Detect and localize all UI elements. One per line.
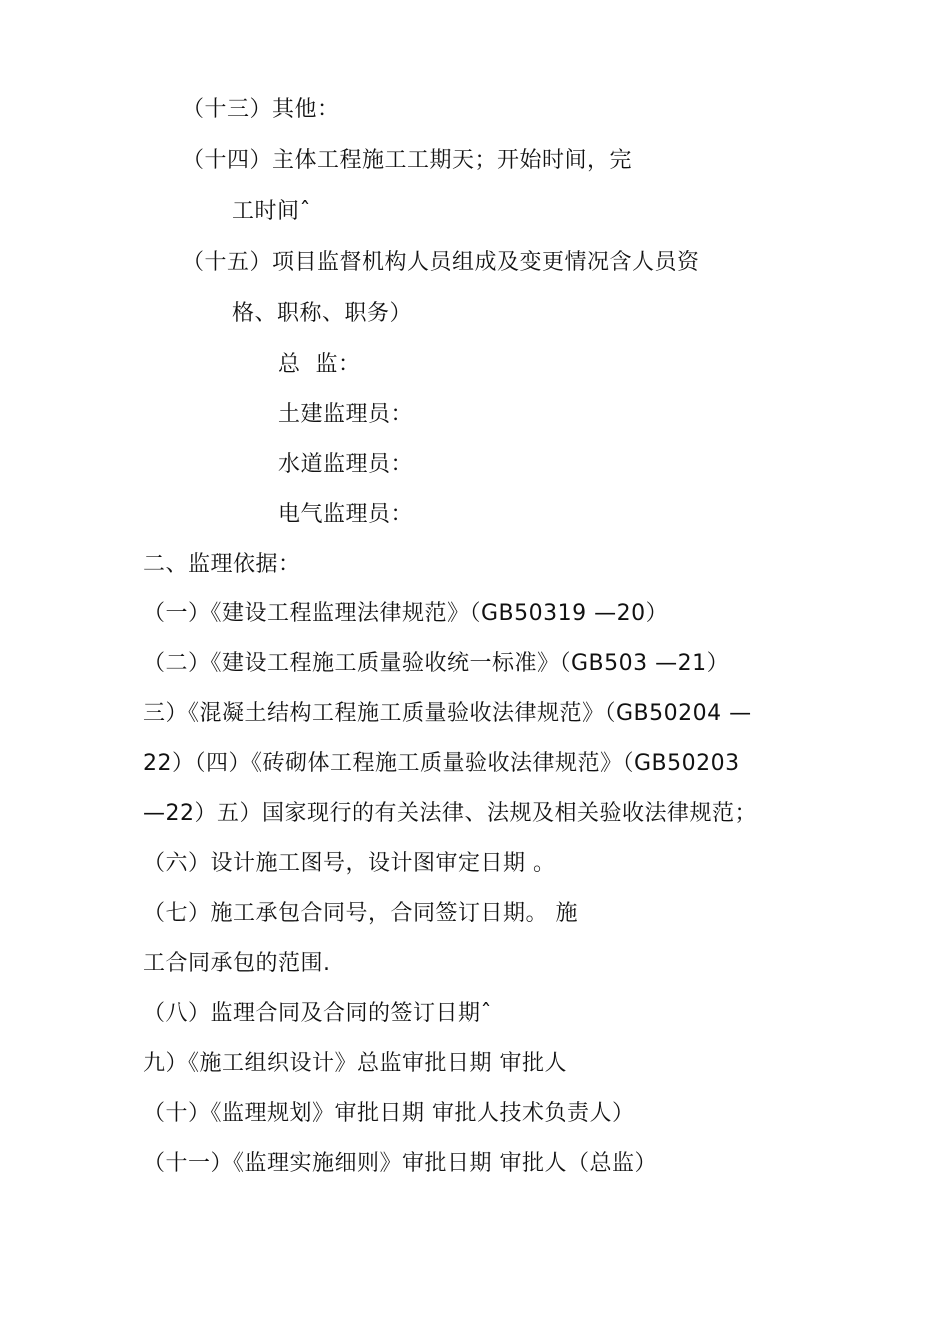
item-14-schedule: （十四）主体工程施工工期天；开始时间，完 [182,148,633,173]
item-15-staff-cont: 格、职称、职务） [232,301,413,326]
basis-item-9: 九）《施工组织设计》总监审批日期 审批人 [143,1051,567,1076]
electric-supervisor-label: 电气监理员： [278,502,414,527]
basis-item-2: （二）《建设工程施工质量验收统一标准》（GB503 —21） [143,651,730,676]
basis-item-8: （八）监理合同及合同的签订日期ˆ [143,1001,493,1026]
basis-item-5: —22）五）国家现行的有关法律、法规及相关验收法律规范； [143,801,757,826]
item-15-staff: （十五）项目监督机构人员组成及变更情况含人员资 [182,250,700,275]
basis-item-7-cont: 工合同承包的范围. [143,951,331,976]
basis-item-1: （一）《建设工程监理法律规范》（GB50319 —20） [143,601,669,626]
basis-item-10: （十）《监理规划》审批日期 审批人技术负责人） [143,1101,635,1126]
civil-supervisor-label: 土建监理员： [278,402,414,427]
section-2-heading: 二、监理依据： [143,552,301,577]
basis-item-6: （六）设计施工图号，设计图审定日期 。 [143,851,556,876]
basis-item-11: （十一）《监理实施细则》审批日期 审批人（总监） [143,1151,657,1176]
chief-supervisor-label: 总 监： [278,352,361,377]
item-14-schedule-cont: 工时间ˆ [232,199,312,224]
water-supervisor-label: 水道监理员： [278,452,414,477]
item-13-other: （十三）其他： [182,97,340,122]
basis-item-3: 三）《混凝土结构工程施工质量验收法律规范》（GB50204 — [143,701,752,726]
basis-item-4: 22）（四）《砖砌体工程施工质量验收法律规范》（GB50203 [143,751,740,776]
basis-item-7: （七）施工承包合同号，合同签订日期。 施 [143,901,578,926]
